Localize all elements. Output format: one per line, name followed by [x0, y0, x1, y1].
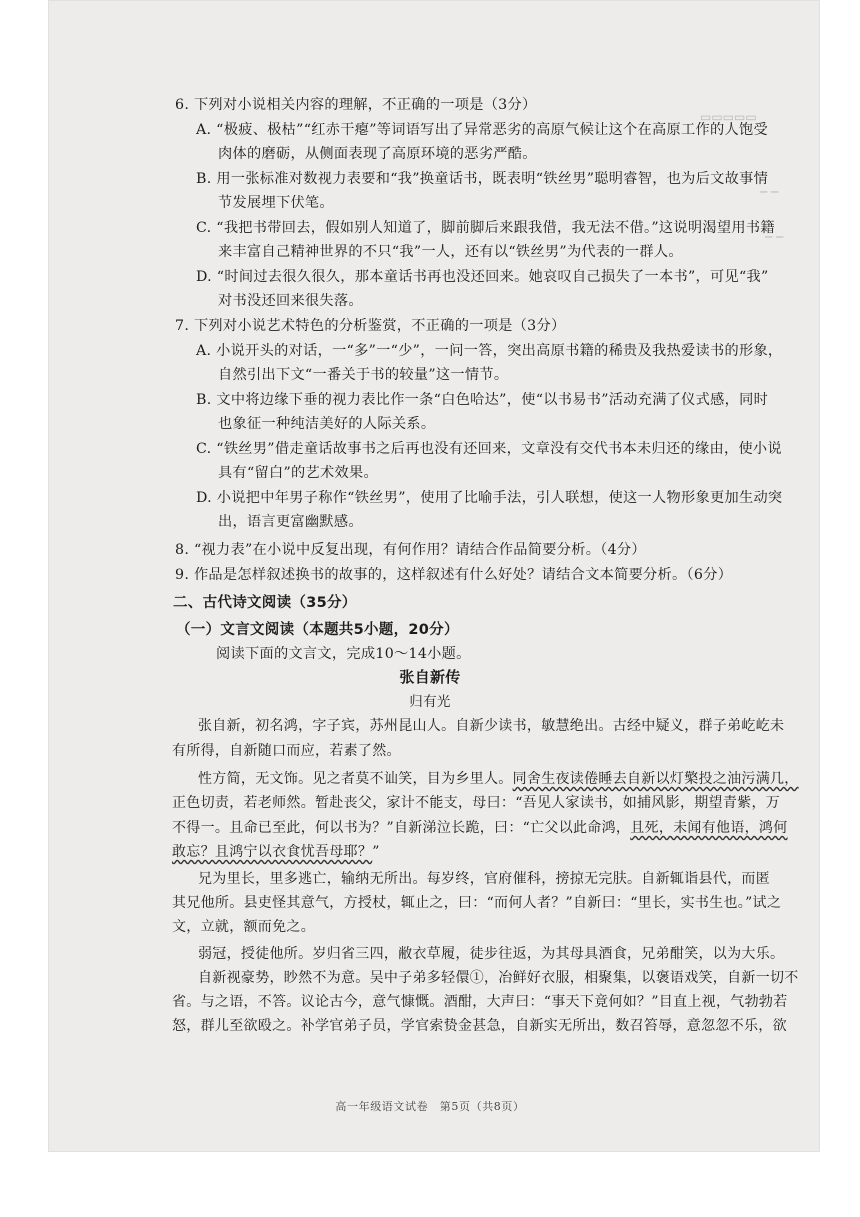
- question-6-option-a: A. “极疲、极枯”“红赤干瘪”等词语写出了异常恶劣的高原气候让这个在高原工作的人饱受: [196, 122, 768, 138]
- passage-line: 正色切责，若老师然。暂赴丧父，家计不能支，母曰：“吾见人家读书，如捕风影，期望青紫，万: [172, 795, 781, 811]
- question-7-option-c-cont: 具有“留白”的艺术效果。: [218, 465, 378, 481]
- subsection-heading-wenyan: （一）文言文阅读（本题共5小题，20分）: [176, 622, 459, 638]
- question-7-option-a: A. 小说开头的对话，一“多”一“少”，一问一答，突出高原书籍的稀贵及我热爱读书的形象，: [196, 343, 783, 359]
- question-6-option-c: C. “我把书带回去，假如别人知道了，脚前脚后来跟我借，我无法不借。”这说明渴望用书籍: [196, 220, 775, 236]
- question-7-option-a-cont: 自然引出下文“一番关于书的较量”这一情节。: [218, 367, 509, 383]
- passage-line: 兄为里长，里多逃亡，输纳无所出。每岁终，官府催科，搒掠无完肤。自新辄诣县代，而匿: [198, 871, 770, 887]
- section-heading-classical: 二、古代诗文阅读（35分）: [173, 595, 357, 611]
- passage-line: 不得一。且命已至此，何以书为？”自新涕泣长跪，曰：“亡父以此命鸿，且死，未闻有他语，鸿何: [172, 820, 788, 836]
- passage-line: 弱冠，授徒他所。岁归省三四，敝衣草履，徒步往返，为其母具酒食，兄弟酣笑，以为大乐。: [198, 946, 785, 962]
- bleed-through-text: ▭▭▭▭▭: [700, 110, 757, 124]
- question-7-option-b: B. 文中将边缘下垂的视力表比作一条“白色哈达”，使“以书易书”活动充满了仪式感，同时: [196, 392, 769, 408]
- underlined-sentence-1: 同舍生夜读倦睡去自新以灯檠投之油污满几，: [512, 771, 799, 787]
- question-7-option-d: D. 小说把中年男子称作“铁丝男”，使用了比喻手法，引人联想，使这一人物形象更加生动突: [196, 490, 783, 506]
- question-6-option-a-cont: 肉体的磨砺，从侧面表现了高原环境的恶劣严酷。: [218, 146, 537, 162]
- passage-line: 其兄他所。县吏怪其意气，方授杖，辄止之，曰：“而何人者？”自新曰：“里长，实书生也。”试之: [172, 895, 782, 911]
- question-8: 8. “视力表”在小说中反复出现，有何作用？请结合作品简要分析。（4分）: [175, 542, 646, 558]
- question-6-option-d: D. “时间过去很久很久，那本童话书再也没还回来。她哀叹自己损失了一本书”，可见“我”: [196, 269, 769, 285]
- question-7-stem: 7. 下列对小说艺术特色的分析鉴赏，不正确的一项是（3分）: [175, 318, 566, 334]
- question-9: 9. 作品是怎样叙述换书的故事的，这样叙述有什么好处？请结合文本简要分析。（6分）: [175, 567, 733, 583]
- question-7-option-b-cont: 也象征一种纯洁美好的人际关系。: [218, 416, 436, 432]
- bleed-through-text: ─ ─: [765, 230, 784, 244]
- passage-line: 有所得，自新随口而应，若素了然。: [172, 743, 401, 759]
- underlined-sentence-2-cont: 敢忘？且鸿宁以衣食忧吾母耶？: [172, 844, 373, 860]
- passage-line: 张自新，初名鸿，字子宾，苏州昆山人。自新少读书，敏慧绝出。古经中疑义，群子弟屹屹未: [198, 718, 785, 734]
- underlined-sentence-2: 且死，未闻有他语，鸿何: [630, 820, 788, 836]
- question-6-option-b: B. 用一张标准对数视力表要和“我”换童话书，既表明“铁丝男”聪明睿智，也为后文故事情: [196, 171, 769, 187]
- question-7-option-d-cont: 出，语言更富幽默感。: [218, 514, 363, 530]
- passage-line: 省。与之语，不答。议论古今，意气慷慨。酒酣，大声曰：“事天下竟何如？”目直上视，气勃勃若: [172, 994, 788, 1010]
- question-6-option-d-cont: 对书没还回来很失落。: [218, 293, 363, 309]
- passage-author: 归有光: [409, 694, 451, 710]
- question-6-stem: 6. 下列对小说相关内容的理解，不正确的一项是（3分）: [175, 97, 537, 113]
- passage-line: 怒，群儿至欲殴之。补学官弟子员，学官索贽金甚急，自新实无所出，数召笞辱，意忽忽不乐，欲: [172, 1018, 787, 1034]
- question-7-option-c: C. “铁丝男”借走童话故事书之后再也没有还回来，文章没有交代书本未归还的缘由，使小说: [196, 441, 782, 457]
- question-6-option-c-cont: 来丰富自己精神世界的不只“我”一人，还有以“铁丝男”为代表的一群人。: [218, 244, 683, 260]
- bleed-through-text: ─ ─: [760, 185, 779, 199]
- passage-line: 性方简，无文饰。见之者莫不讪笑，目为乡里人。同舍生夜读倦睡去自新以灯檠投之油污满几，: [198, 771, 799, 787]
- passage-line: 自新视豪势，眇然不为意。吴中子弟多轻儇①，冶鲜好衣服，相聚集，以褒语戏笑，自新一切不: [198, 970, 799, 986]
- passage-title: 张自新传: [399, 668, 461, 686]
- passage-line: 敢忘？且鸿宁以衣食忧吾母耶？”: [172, 844, 380, 860]
- passage-line: 文，立就，额而免之。: [172, 919, 315, 935]
- page-footer: 高一年级语文试卷 第5页（共8页）: [335, 1100, 525, 1113]
- reading-instruction: 阅读下面的文言文，完成10～14小题。: [216, 646, 471, 662]
- question-6-option-b-cont: 节发展埋下伏笔。: [218, 195, 334, 211]
